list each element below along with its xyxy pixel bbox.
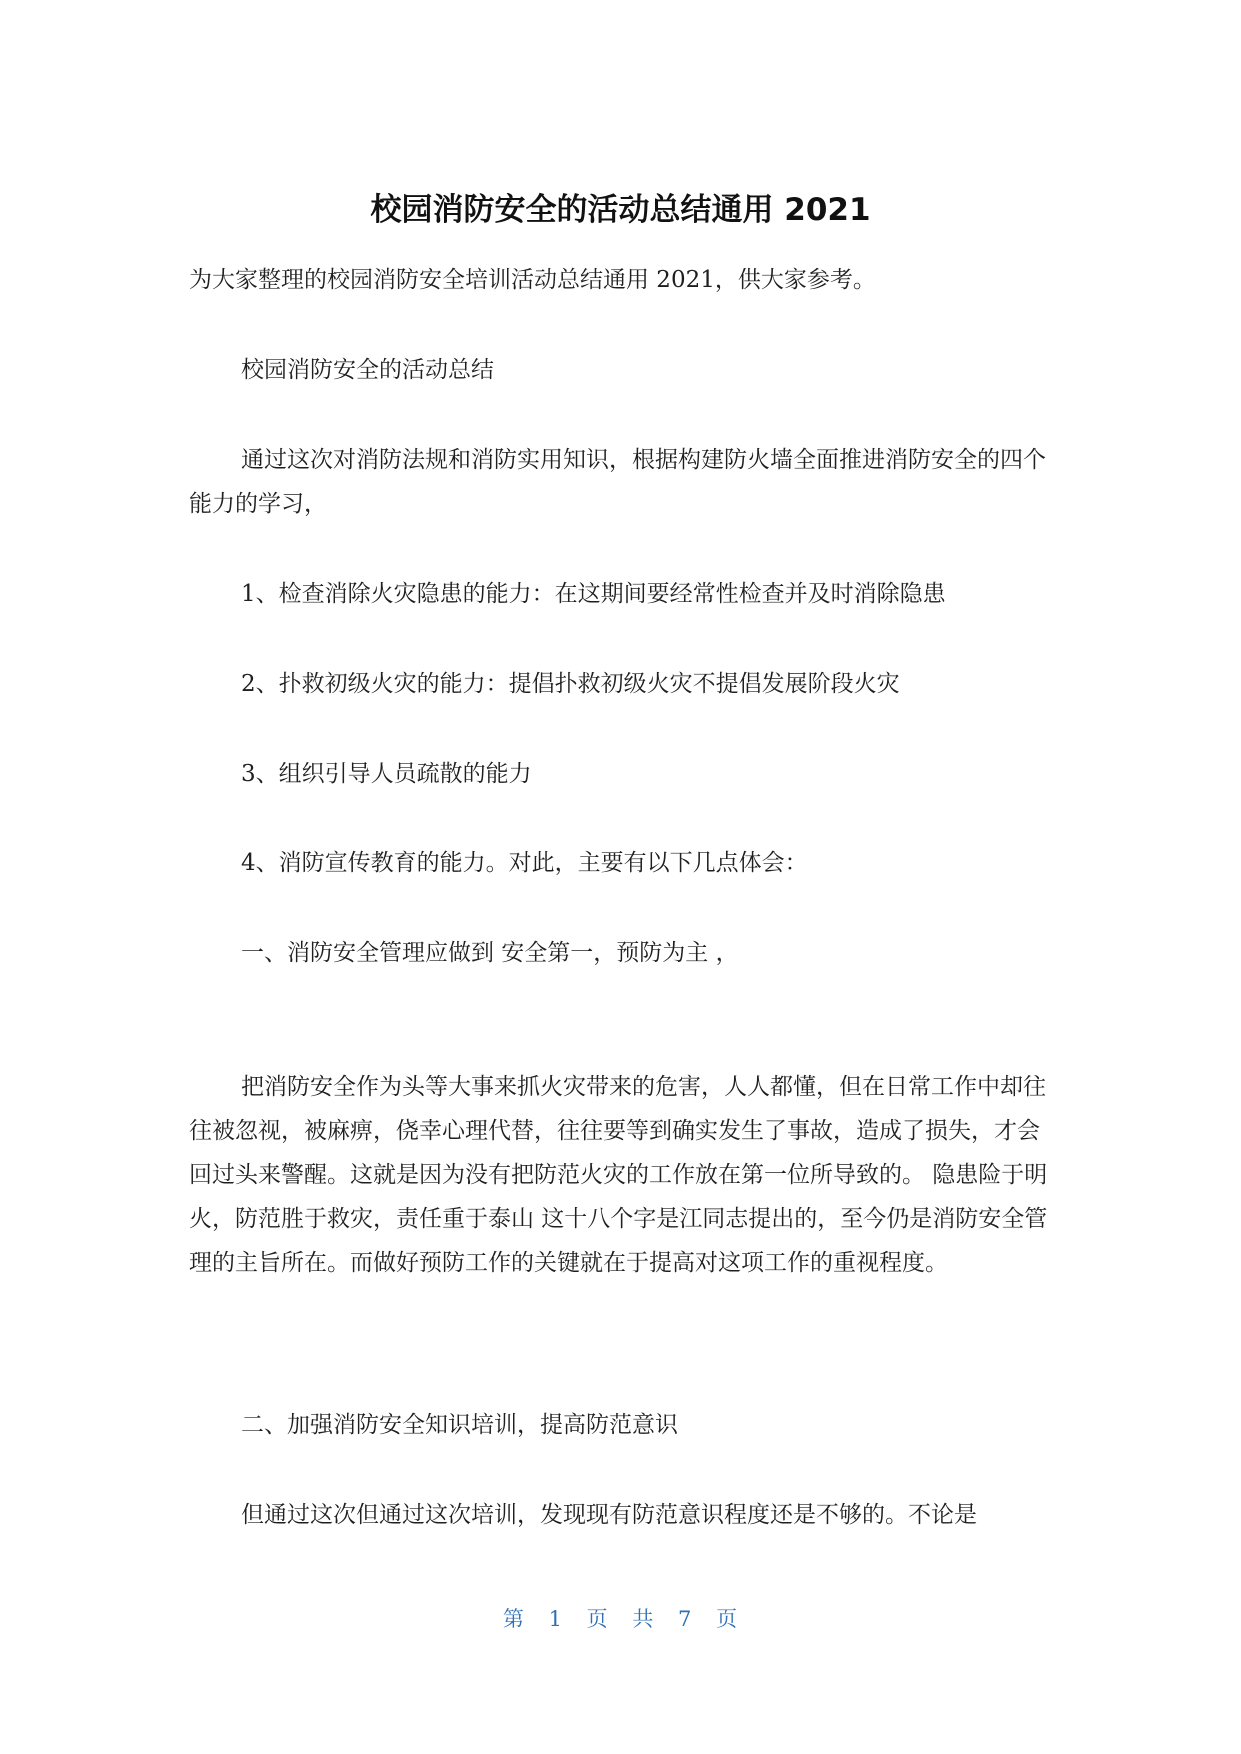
page-number: 1 [548,1607,563,1631]
paragraph: 通过这次对消防法规和消防实用知识，根据构建防火墙全面推进消防安全的四个能力的学习， [189,447,1046,517]
total-label: 共 [632,1607,655,1631]
total-pages: 7 [678,1607,693,1631]
document-title: 校园消防安全的活动总结通用 2021 [370,192,871,228]
page-label: 第 [502,1607,525,1631]
section-heading: 校园消防安全的活动总结 [241,357,494,383]
subheading: 一、消防安全管理应做到 安全第一，预防为主 ， [241,940,739,966]
list-item: 3、组织引导人员疏散的能力 [241,761,532,787]
list-item: 1、检查消除火灾隐患的能力：在这期间要经常性检查并及时消除隐患 [241,581,946,607]
paragraph: 把消防安全作为头等大事来抓火灾带来的危害，人人都懂，但在日常工作中却往往被忽视，被麻痹，侥幸心理代替，往往要等到确实发生了事故，造成了损失，才会回过头来警醒。这就是因为没有把防范火灾的工作放在第一位所导致的。 隐患险于明火，防范胜于救灾，责任重于泰山 这十八个字是江同志提出的，至今仍是消防安全管理的主旨所在。而做好预防工作的关键就在于提高对这项工作的重视程度。 [189,1074,1048,1276]
page-label: 页 [586,1607,609,1631]
page-footer [0,1604,1241,1634]
list-item: 2、扑救初级火灾的能力：提倡扑救初级火灾不提倡发展阶段火灾 [241,671,900,697]
intro-paragraph: 为大家整理的校园消防安全培训活动总结通用 2021，供大家参考。 [189,267,876,293]
total-label: 页 [716,1607,739,1631]
subheading: 二、加强消防安全知识培训，提高防范意识 [241,1412,678,1438]
paragraph: 但通过这次但通过这次培训，发现现有防范意识程度还是不够的。不论是 [241,1502,977,1528]
list-item: 4、消防宣传教育的能力。对此，主要有以下几点体会： [241,850,808,876]
